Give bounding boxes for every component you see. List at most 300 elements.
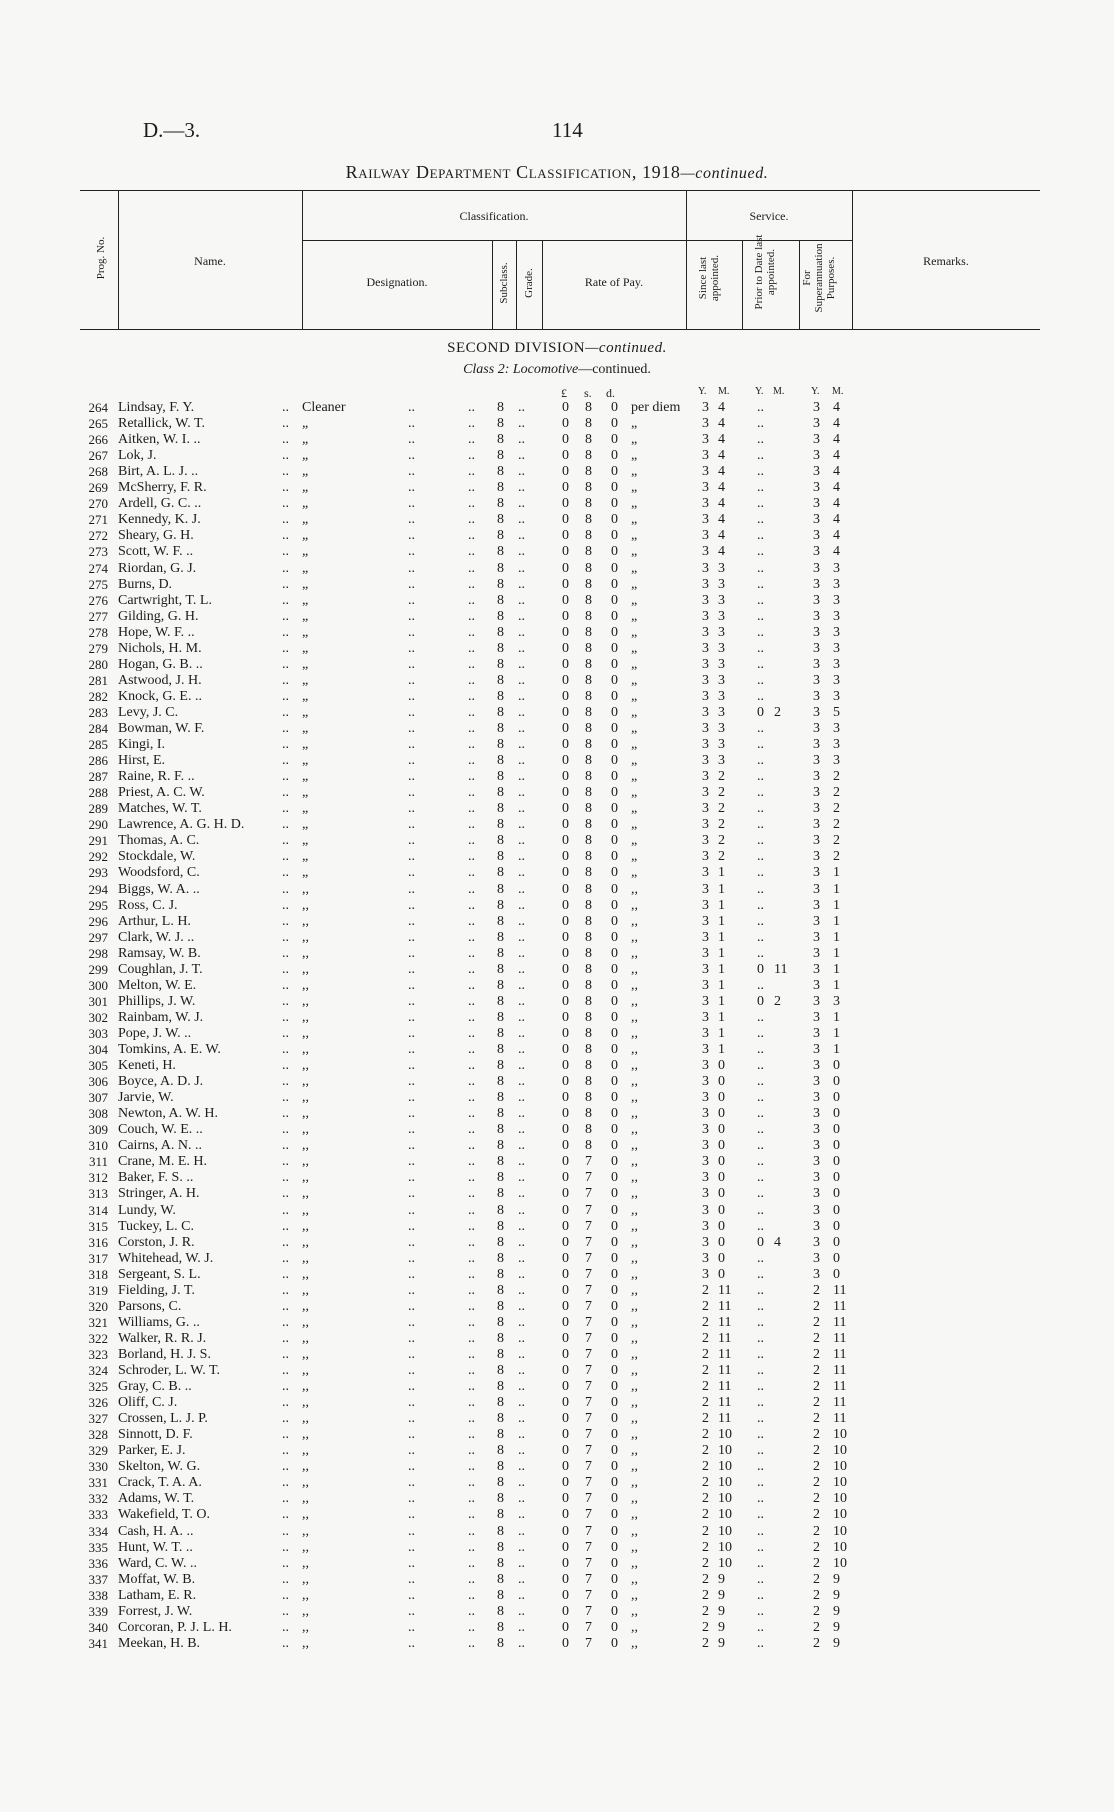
subclass: 8 — [497, 432, 504, 448]
subclass: 8 — [497, 1635, 504, 1651]
since-months: 10 — [718, 1475, 732, 1491]
pay-pence: 0 — [611, 416, 618, 432]
leader-dots: .. — [408, 448, 415, 464]
super-months: 1 — [833, 929, 840, 945]
leader-dots: .. — [282, 448, 289, 464]
pay-period: ,, — [631, 881, 638, 897]
pay-pounds: 0 — [562, 496, 569, 512]
super-years: 3 — [813, 1202, 820, 1218]
designation: „ — [302, 833, 309, 849]
header-for-super: For Superannuation Purposes. — [801, 243, 837, 313]
since-months: 3 — [718, 576, 725, 592]
designation: ,, — [302, 1154, 309, 1170]
since-years: 3 — [702, 1090, 709, 1106]
pay-period: ,, — [631, 1603, 638, 1619]
super-years: 3 — [813, 1266, 820, 1282]
pay-period: ,, — [631, 1523, 638, 1539]
leader-dots: .. — [408, 640, 415, 656]
super-years: 3 — [813, 512, 820, 528]
pay-pounds: 0 — [562, 544, 569, 560]
pay-shillings: 7 — [585, 1330, 592, 1346]
leader-dots: .. — [468, 897, 475, 913]
leader-dots: .. — [408, 672, 415, 688]
leader-dots: .. — [282, 929, 289, 945]
prior-years: .. — [757, 688, 764, 704]
prior-years: .. — [757, 416, 764, 432]
pay-pence: 0 — [611, 1571, 618, 1587]
designation: ,, — [302, 1009, 309, 1025]
prior-years: .. — [757, 1282, 764, 1298]
designation: „ — [302, 769, 309, 785]
subclass: 8 — [497, 1282, 504, 1298]
leader-dots: .. — [468, 1411, 475, 1427]
leader-dots: .. — [468, 1619, 475, 1635]
subclass: 8 — [497, 1138, 504, 1154]
table-row — [0, 785, 1114, 801]
since-years: 3 — [702, 785, 709, 801]
super-months: 0 — [833, 1074, 840, 1090]
prog-no: 269 — [88, 480, 108, 496]
leader-dots: .. — [408, 1555, 415, 1571]
employee-name: Kennedy, K. J. — [118, 512, 201, 528]
super-months: 4 — [833, 400, 840, 415]
super-months: 2 — [833, 769, 840, 785]
super-years: 3 — [813, 560, 820, 576]
leader-dots: .. — [518, 432, 525, 448]
leader-dots: .. — [468, 1250, 475, 1266]
designation: „ — [302, 544, 309, 560]
prog-no: 289 — [88, 801, 108, 817]
super-months: 9 — [833, 1635, 840, 1651]
leader-dots: .. — [518, 1427, 525, 1443]
designation: ,, — [302, 1282, 309, 1298]
pay-pence: 0 — [611, 1009, 618, 1025]
leader-dots: .. — [468, 1106, 475, 1122]
pay-pounds: 0 — [562, 1619, 569, 1635]
leader-dots: .. — [282, 801, 289, 817]
employee-name: Sheary, G. H. — [118, 528, 194, 544]
since-years: 2 — [702, 1587, 709, 1603]
leader-dots: .. — [518, 993, 525, 1009]
table-row — [0, 705, 1114, 721]
leader-dots: .. — [408, 1363, 415, 1378]
leader-dots: .. — [408, 1459, 415, 1475]
prog-no: 300 — [88, 977, 108, 993]
pay-period: ,, — [631, 897, 638, 913]
prog-no: 265 — [88, 416, 108, 432]
since-months: 0 — [718, 1058, 725, 1074]
leader-dots: .. — [518, 528, 525, 544]
pay-pounds: 0 — [562, 769, 569, 785]
table-row — [0, 544, 1114, 560]
super-months: 2 — [833, 801, 840, 817]
super-months: 0 — [833, 1266, 840, 1282]
since-years: 2 — [702, 1282, 709, 1298]
since-months: 1 — [718, 897, 725, 913]
since-years: 2 — [702, 1619, 709, 1635]
pay-period: ,, — [631, 1507, 638, 1523]
pay-pounds: 0 — [562, 1074, 569, 1090]
pay-pence: 0 — [611, 656, 618, 672]
pay-shillings: 7 — [585, 1218, 592, 1234]
leader-dots: .. — [282, 480, 289, 496]
prog-no: 294 — [88, 881, 108, 897]
super-years: 2 — [813, 1619, 820, 1635]
pay-shillings: 7 — [585, 1459, 592, 1475]
leader-dots: .. — [282, 1202, 289, 1218]
leader-dots: .. — [282, 1379, 289, 1395]
designation: ,, — [302, 1122, 309, 1138]
leader-dots: .. — [282, 1218, 289, 1234]
prog-no: 266 — [88, 432, 108, 448]
leader-dots: .. — [468, 592, 475, 608]
leader-dots: .. — [518, 1346, 525, 1362]
table-row — [0, 914, 1114, 930]
pay-shillings: 8 — [585, 737, 592, 753]
pay-pence: 0 — [611, 721, 618, 736]
pay-period: „ — [631, 624, 638, 640]
page-reference: D.—3. — [143, 118, 201, 142]
pay-shillings: 7 — [585, 1619, 592, 1635]
since-months: 0 — [718, 1186, 725, 1202]
subclass: 8 — [497, 1395, 504, 1411]
designation: ,, — [302, 1571, 309, 1587]
leader-dots: .. — [282, 769, 289, 785]
since-years: 2 — [702, 1411, 709, 1427]
pay-period: „ — [631, 464, 638, 480]
pay-pence: 0 — [611, 897, 618, 913]
leader-dots: .. — [282, 1025, 289, 1041]
table-row — [0, 593, 1114, 609]
pay-pence: 0 — [611, 1314, 618, 1330]
leader-dots: .. — [282, 416, 289, 432]
employee-name: Hope, W. F. .. — [118, 624, 195, 640]
leader-dots: .. — [518, 1009, 525, 1025]
super-months: 3 — [833, 592, 840, 608]
super-years: 2 — [813, 1587, 820, 1603]
pay-pence: 0 — [611, 929, 618, 945]
leader-dots: .. — [408, 1025, 415, 1041]
pay-period: ,, — [631, 1555, 638, 1571]
pay-pounds: 0 — [562, 1346, 569, 1362]
table-row — [0, 1074, 1114, 1090]
table-row — [0, 882, 1114, 898]
designation: „ — [302, 656, 309, 672]
since-months: 3 — [718, 721, 725, 736]
pay-pounds: 0 — [562, 737, 569, 753]
since-months: 11 — [718, 1346, 732, 1362]
pay-shillings: 8 — [585, 656, 592, 672]
super-months: 11 — [833, 1411, 847, 1427]
since-months: 11 — [718, 1330, 732, 1346]
pay-pence: 0 — [611, 624, 618, 640]
leader-dots: .. — [518, 640, 525, 656]
designation: „ — [302, 785, 309, 801]
pay-shillings: 8 — [585, 977, 592, 993]
pay-pounds: 0 — [562, 849, 569, 865]
super-years: 3 — [813, 1250, 820, 1266]
employee-name: Stringer, A. H. — [118, 1186, 200, 1202]
employee-name: Clark, W. J. .. — [118, 929, 195, 945]
employee-name: Ward, C. W. .. — [118, 1555, 197, 1571]
leader-dots: .. — [468, 480, 475, 496]
super-months: 4 — [833, 464, 840, 480]
since-years: 3 — [702, 1009, 709, 1025]
pay-pounds: 0 — [562, 1298, 569, 1314]
employee-name: Walker, R. R. J. — [118, 1330, 207, 1346]
pay-period: ,, — [631, 1427, 638, 1443]
leader-dots: .. — [282, 1250, 289, 1266]
table-row — [0, 641, 1114, 657]
pay-shillings: 8 — [585, 1074, 592, 1090]
employee-name: Fielding, J. T. — [118, 1282, 195, 1298]
pay-shillings: 8 — [585, 560, 592, 576]
since-years: 3 — [702, 849, 709, 865]
leader-dots: .. — [468, 1330, 475, 1346]
table-row — [0, 1572, 1114, 1588]
employee-name: Matches, W. T. — [118, 801, 202, 817]
pay-pounds: 0 — [562, 1539, 569, 1555]
pay-pounds: 0 — [562, 1459, 569, 1475]
prior-years: .. — [757, 849, 764, 865]
pay-pounds: 0 — [562, 1571, 569, 1587]
since-months: 4 — [718, 512, 725, 528]
super-months: 3 — [833, 721, 840, 736]
since-years: 3 — [702, 945, 709, 961]
employee-name: Latham, E. R. — [118, 1587, 197, 1603]
pay-shillings: 8 — [585, 897, 592, 913]
super-years: 3 — [813, 1009, 820, 1025]
leader-dots: .. — [282, 608, 289, 624]
prog-no: 307 — [88, 1090, 108, 1106]
subclass: 8 — [497, 1587, 504, 1603]
leader-dots: .. — [408, 849, 415, 865]
prog-no: 299 — [88, 961, 108, 977]
prior-years: .. — [757, 1202, 764, 1218]
prog-no: 313 — [88, 1186, 108, 1202]
class-heading — [0, 362, 1114, 378]
table-row — [0, 737, 1114, 753]
super-years: 3 — [813, 1122, 820, 1138]
super-years: 3 — [813, 592, 820, 608]
designation: ,, — [302, 1475, 309, 1491]
pay-period: ,, — [631, 1619, 638, 1635]
table-row — [0, 464, 1114, 480]
prog-no: 334 — [88, 1523, 108, 1539]
leader-dots: .. — [518, 961, 525, 977]
pay-pounds: 0 — [562, 528, 569, 544]
prog-no: 286 — [88, 753, 108, 769]
since-years: 2 — [702, 1379, 709, 1395]
super-months: 9 — [833, 1603, 840, 1619]
super-years: 3 — [813, 528, 820, 544]
designation: ,, — [302, 897, 309, 913]
leader-dots: .. — [518, 416, 525, 432]
pay-pence: 0 — [611, 1635, 618, 1651]
pay-shillings: 8 — [585, 400, 592, 415]
leader-dots: .. — [518, 1523, 525, 1539]
pay-pence: 0 — [611, 1282, 618, 1298]
since-months: 3 — [718, 672, 725, 688]
subclass: 8 — [497, 464, 504, 480]
super-years: 3 — [813, 1218, 820, 1234]
pay-shillings: 8 — [585, 833, 592, 849]
employee-name: Ramsay, W. B. — [118, 945, 201, 961]
prior-years: .. — [757, 1379, 764, 1395]
leader-dots: .. — [408, 993, 415, 1009]
since-years: 3 — [702, 1218, 709, 1234]
leader-dots: .. — [468, 1090, 475, 1106]
pay-period: ,, — [631, 993, 638, 1009]
prior-months: 2 — [774, 704, 781, 720]
super-months: 9 — [833, 1587, 840, 1603]
prog-no: 290 — [88, 817, 108, 833]
employee-name: Tuckey, L. C. — [118, 1218, 194, 1234]
prog-no: 319 — [88, 1282, 108, 1298]
subhead-pence: d. — [606, 386, 615, 400]
pay-period: ,, — [631, 1042, 638, 1057]
leader-dots: .. — [408, 480, 415, 496]
subclass: 8 — [497, 1266, 504, 1282]
super-years: 3 — [813, 945, 820, 961]
prior-years: .. — [757, 977, 764, 993]
super-years: 3 — [813, 480, 820, 496]
pay-pence: 0 — [611, 672, 618, 688]
prog-no: 337 — [88, 1571, 108, 1587]
pay-shillings: 7 — [585, 1635, 592, 1651]
table-row — [0, 1203, 1114, 1219]
leader-dots: .. — [282, 1314, 289, 1330]
pay-pounds: 0 — [562, 1395, 569, 1411]
pay-pence: 0 — [611, 1266, 618, 1282]
subclass: 8 — [497, 721, 504, 736]
subclass: 8 — [497, 1090, 504, 1106]
since-years: 3 — [702, 1186, 709, 1202]
leader-dots: .. — [518, 464, 525, 480]
designation: „ — [302, 528, 309, 544]
prog-no: 293 — [88, 865, 108, 881]
super-months: 1 — [833, 865, 840, 881]
pay-pence: 0 — [611, 753, 618, 769]
leader-dots: .. — [468, 1138, 475, 1154]
subclass: 8 — [497, 881, 504, 897]
super-months: 4 — [833, 544, 840, 560]
super-years: 3 — [813, 913, 820, 929]
subclass: 8 — [497, 480, 504, 496]
table-row — [0, 1491, 1114, 1507]
super-months: 2 — [833, 849, 840, 865]
prog-no: 320 — [88, 1298, 108, 1314]
leader-dots: .. — [468, 1523, 475, 1539]
pay-pounds: 0 — [562, 1009, 569, 1025]
table-row — [0, 496, 1114, 512]
employee-name: Boyce, A. D. J. — [118, 1074, 204, 1090]
prior-years: .. — [757, 897, 764, 913]
pay-pounds: 0 — [562, 672, 569, 688]
since-months: 10 — [718, 1427, 732, 1443]
leader-dots: .. — [408, 656, 415, 672]
leader-dots: .. — [518, 400, 525, 415]
pay-pounds: 0 — [562, 753, 569, 769]
since-years: 2 — [702, 1523, 709, 1539]
leader-dots: .. — [408, 1170, 415, 1186]
designation: ,, — [302, 1379, 309, 1395]
leader-dots: .. — [282, 688, 289, 704]
leader-dots: .. — [518, 592, 525, 608]
employee-name: Forrest, J. W. — [118, 1603, 193, 1619]
prog-no: 327 — [88, 1411, 108, 1427]
super-months: 10 — [833, 1475, 847, 1491]
header-prog-no: Prog. No. — [95, 236, 107, 280]
employee-name: Retallick, W. T. — [118, 416, 205, 432]
since-months: 4 — [718, 432, 725, 448]
designation: ,, — [302, 1635, 309, 1651]
super-years: 3 — [813, 448, 820, 464]
super-months: 0 — [833, 1090, 840, 1106]
since-months: 10 — [718, 1443, 732, 1459]
super-months: 9 — [833, 1619, 840, 1635]
super-months: 10 — [833, 1555, 847, 1571]
table-row — [0, 994, 1114, 1010]
super-years: 3 — [813, 1154, 820, 1170]
designation: ,, — [302, 1298, 309, 1314]
prior-years: .. — [757, 1491, 764, 1507]
employee-name: Gray, C. B. .. — [118, 1379, 192, 1395]
designation: „ — [302, 416, 309, 432]
since-months: 4 — [718, 528, 725, 544]
leader-dots: .. — [408, 769, 415, 785]
subclass: 8 — [497, 1411, 504, 1427]
super-months: 11 — [833, 1314, 847, 1330]
pay-pence: 0 — [611, 1411, 618, 1427]
since-months: 10 — [718, 1523, 732, 1539]
prior-years: .. — [757, 1058, 764, 1074]
prior-years: .. — [757, 1619, 764, 1635]
designation: ,, — [302, 1106, 309, 1122]
designation: „ — [302, 480, 309, 496]
division-suffix: —continued. — [585, 340, 667, 356]
header-since-last: Since last appointed. — [697, 254, 721, 302]
pay-pounds: 0 — [562, 1025, 569, 1041]
since-years: 3 — [702, 865, 709, 881]
prior-years: .. — [757, 1443, 764, 1459]
super-months: 3 — [833, 656, 840, 672]
leader-dots: .. — [518, 1539, 525, 1555]
table-row — [0, 1058, 1114, 1074]
subclass: 8 — [497, 576, 504, 592]
pay-shillings: 8 — [585, 528, 592, 544]
prior-years: .. — [757, 769, 764, 785]
class-label: Class 2: — [463, 362, 510, 377]
designation: ,, — [302, 1587, 309, 1603]
leader-dots: .. — [282, 528, 289, 544]
leader-dots: .. — [468, 1555, 475, 1571]
pay-pounds: 0 — [562, 961, 569, 977]
pay-pounds: 0 — [562, 1186, 569, 1202]
leader-dots: .. — [282, 1090, 289, 1106]
subclass: 8 — [497, 865, 504, 881]
prog-no: 341 — [88, 1635, 108, 1651]
super-months: 10 — [833, 1539, 847, 1555]
leader-dots: .. — [468, 1266, 475, 1282]
pay-period: ,, — [631, 1202, 638, 1218]
pay-pence: 0 — [611, 688, 618, 704]
since-months: 10 — [718, 1539, 732, 1555]
leader-dots: .. — [408, 1346, 415, 1362]
table-row — [0, 1122, 1114, 1138]
prior-years: .. — [757, 1539, 764, 1555]
pay-pence: 0 — [611, 993, 618, 1009]
